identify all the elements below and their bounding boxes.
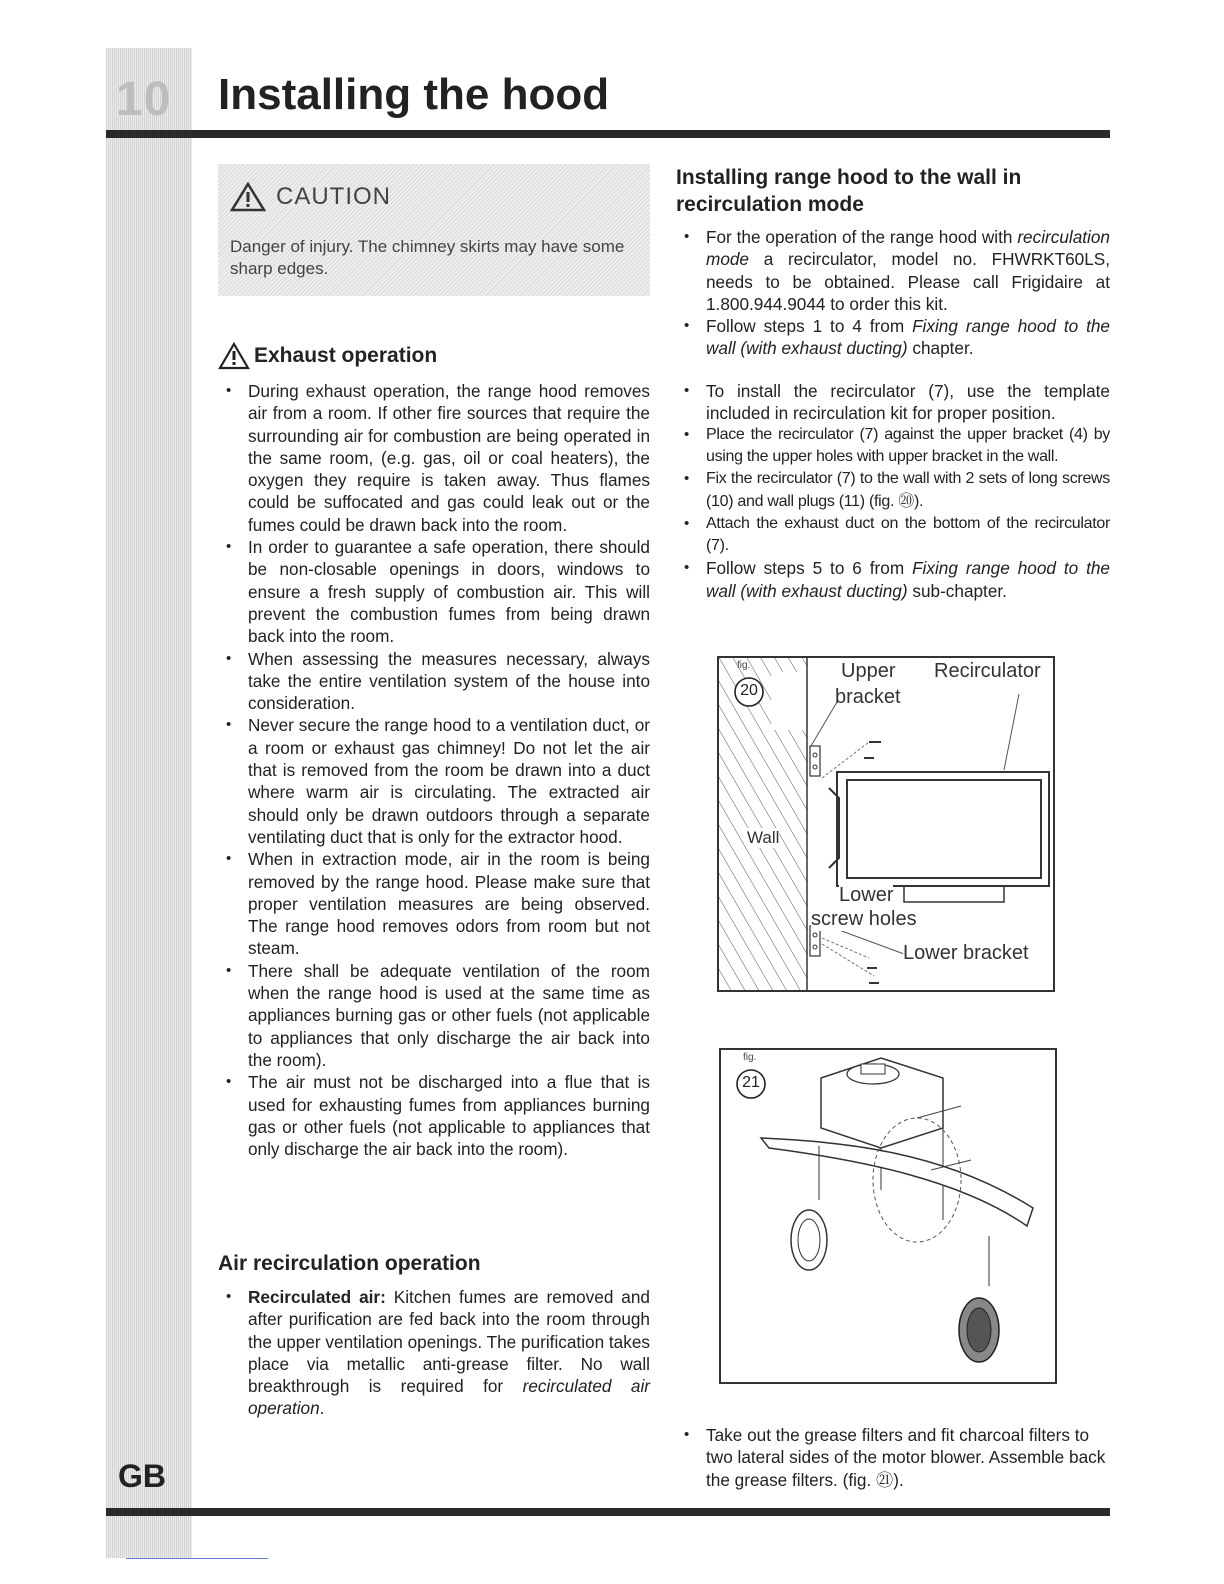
- fig-number: 20: [740, 682, 758, 699]
- label-upper: Upper: [841, 660, 896, 682]
- b5-b: ).: [913, 493, 924, 511]
- b2-a: Follow steps 1 to 4 from: [706, 316, 913, 337]
- air-recirc-heading: Air recirculation operation: [218, 1252, 481, 1275]
- upper-bracket: [810, 746, 820, 776]
- b7-i: Fixing range hood to the wall (with exhaust ducting): [706, 558, 1110, 601]
- list-item: • Never secure the range hood to a ventilation duct, or a room or exhaust gas chimney! Do not let the air that is removed from the room be drawn into a duct where warm air is circulating. The extracted air should only be drawn outdoors through a separate ventilating duct that is only for the extractor hood.: [218, 714, 650, 848]
- fig-label: fig.: [743, 1052, 757, 1063]
- label-wall: Wall: [747, 828, 780, 847]
- install-heading-line2: recirculation mode: [676, 193, 864, 216]
- fig-ref: ㉑: [876, 1470, 894, 1491]
- fig-label: fig.: [737, 660, 751, 671]
- install-heading: [676, 164, 1110, 218]
- b7-b: sub-chapter.: [907, 580, 1007, 601]
- exhaust-section: [218, 342, 650, 1160]
- label-screw-holes: screw holes: [811, 908, 917, 930]
- b1-i: recirculation mode: [706, 227, 1110, 270]
- list-item: • During exhaust operation, the range hood removes air from a room. If other fire sources that require the surrounding air for combustion are being operated in the same room, (e.g. gas, oil or coal heaters), the oxygen they require is taken away. Thus flames could be suffocated and gas could leak out or the fumes could be drawn back into the room.: [218, 380, 650, 536]
- fig-ref: ⑳: [898, 491, 914, 511]
- install-final: [676, 1424, 1110, 1492]
- label-lower-bracket: Lower bracket: [903, 942, 1029, 964]
- list-item: [676, 226, 1110, 315]
- b2-b: chapter.: [907, 338, 974, 359]
- figure-20: [717, 656, 1055, 992]
- b7-a: Follow steps 5 to 6 from: [706, 558, 913, 579]
- list-item: • In order to guarantee a safe operation, there should be non-closable openings in doors, windows to ensure a fresh supply of combustion air. This will prevent the combustion fumes from being drawn back into the room.: [218, 536, 650, 647]
- list-item: • The air must not be discharged into a flue that is used for exhausting fumes from appliances burning gas or other fuels (not applicable to appliances that only discharge the air back into the room).: [218, 1071, 650, 1160]
- list-item: [676, 315, 1110, 360]
- recirculator-body: [837, 772, 1049, 886]
- list-item: • To install the recirculator (7), use the template included in recirculation kit for proper position.: [676, 380, 1110, 425]
- chapter-sidebar: [106, 48, 192, 1558]
- list-item: • When assessing the measures necessary, always take the entire ventilation system of the house into consideration.: [218, 648, 650, 715]
- page-title: Installing the hood: [218, 70, 610, 119]
- fig-number: 21: [742, 1074, 760, 1091]
- b1-b: a recirculator, model no. FHWRKT60LS, needs to be obtained. Please call Frigidaire at 1.800.944.9044 to order this kit.: [706, 249, 1110, 314]
- figure-21: [719, 1048, 1057, 1384]
- caution-label: CAUTION: [276, 183, 391, 210]
- air-recirc-list: [218, 1286, 650, 1420]
- list-item: [676, 557, 1110, 602]
- install-section: [676, 164, 1110, 602]
- underline-artifact: [126, 1558, 268, 1559]
- install-list-b: [676, 380, 1110, 602]
- label-recirculator: Recirculator: [934, 660, 1041, 682]
- warning-icon: [218, 342, 250, 370]
- air-recirc-section: [218, 1252, 650, 1420]
- warning-icon: [230, 182, 266, 212]
- recirc-italic: recirculated air operation: [248, 1376, 650, 1419]
- b8-a: Take out the grease filters and fit charcoal filters to two lateral sides of the motor blower. Assemble back the grease filters. (fig.: [706, 1425, 1106, 1490]
- install-list-c: [676, 1424, 1110, 1492]
- label-lower: Lower: [839, 884, 894, 906]
- b1-a: For the operation of the range hood with: [706, 227, 1018, 247]
- list-item: • Place the recirculator (7) against the upper bracket (4) by using the upper holes with upper bracket in the wall.: [676, 424, 1110, 468]
- label-bracket: bracket: [835, 686, 901, 708]
- language-code: GB: [118, 1458, 166, 1494]
- list-item: [676, 468, 1110, 513]
- chapter-number: 10: [116, 73, 172, 126]
- b8-b: ).: [893, 1469, 904, 1490]
- caution-text: Danger of injury. The chimney skirts may have some sharp edges.: [230, 237, 625, 278]
- list-item: [676, 1424, 1110, 1492]
- recirc-end: .: [319, 1398, 325, 1419]
- install-list-a: [676, 226, 1110, 360]
- install-heading-line1: Installing range hood to the wall in: [676, 166, 1022, 189]
- caution-header: [230, 182, 391, 212]
- b5-a: Fix the recirculator (7) to the wall with 2 sets of long screws (10) and wall plugs (11) (fig.: [706, 470, 1110, 511]
- fig21-drawing: [721, 1050, 1055, 1382]
- recirc-text: Kitchen fumes are removed and after purification are fed back into the room through the upper ventilation openings. The purification takes place via metallic anti-grease filter. No wall breakthrough is required for: [248, 1287, 650, 1397]
- bottom-rule: [106, 1508, 1110, 1516]
- exhaust-heading-row: [218, 342, 650, 370]
- list-item: [218, 1286, 650, 1420]
- list-item: • There shall be adequate ventilation of the room when the range hood is used at the same time as appliances burning gas or other fuels (not applicable to appliances that only discharge the air back into the room).: [218, 960, 650, 1071]
- caution-box: [218, 164, 650, 296]
- b2-i: Fixing range hood to the wall (with exhaust ducting): [706, 316, 1110, 359]
- recirc-bold-label: Recirculated air:: [248, 1287, 386, 1307]
- top-rule: [106, 130, 1110, 138]
- exhaust-list: [218, 380, 650, 1160]
- exhaust-heading: Exhaust operation: [254, 344, 438, 367]
- list-item: • When in extraction mode, air in the room is being removed by the range hood. Please make sure that proper ventilation measures are being observed. The range hood removes odors from room but not steam.: [218, 848, 650, 959]
- list-item: • Attach the exhaust duct on the bottom of the recirculator (7).: [676, 513, 1110, 557]
